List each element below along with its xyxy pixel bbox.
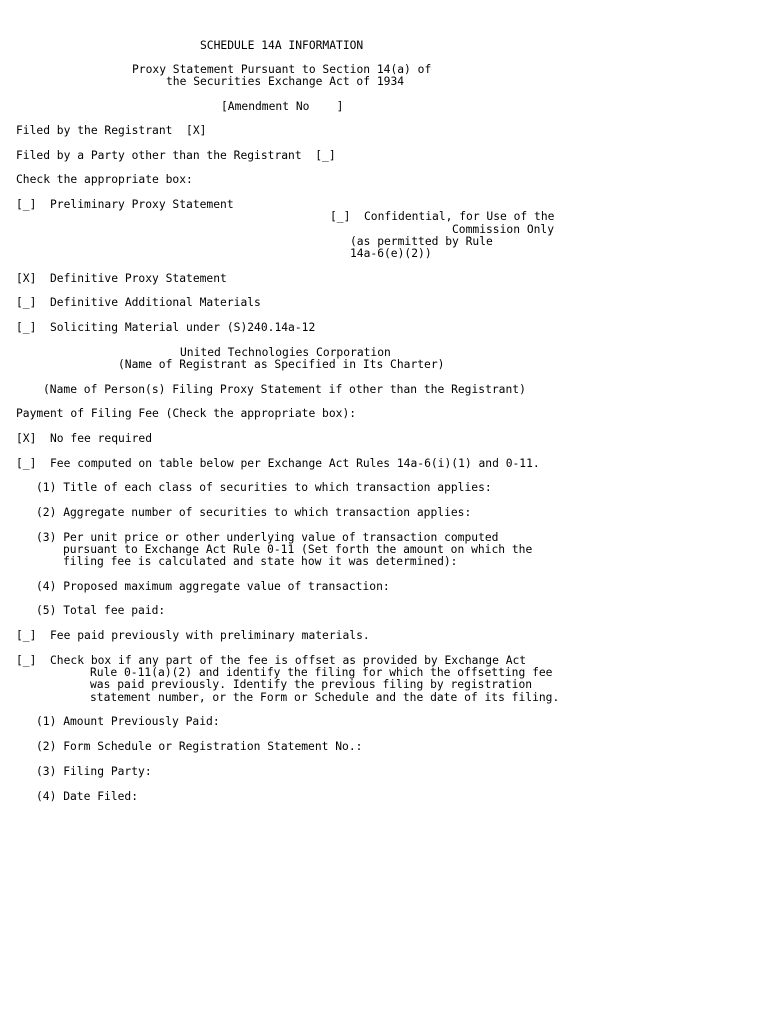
fee-heading: Payment of Filing Fee (Check the appropriate box): <box>16 407 357 420</box>
fee-item-3-line-2: pursuant to Exchange Act Rule 0-11 (Set forth the amount on which the <box>63 543 533 556</box>
option-soliciting-material: [_] Soliciting Material under (S)240.14a-12 <box>16 321 316 334</box>
subtitle-line-2: the Securities Exchange Act of 1934 <box>166 75 405 88</box>
prev-filing-party: (3) Filing Party: <box>36 765 152 778</box>
subtitle-line-1: Proxy Statement Pursuant to Section 14(a) of <box>132 63 432 76</box>
prev-date-filed: (4) Date Filed: <box>36 790 139 803</box>
fee-item-5: (5) Total fee paid: <box>36 604 166 617</box>
fee-offset-line-2: Rule 0-11(a)(2) and identify the filing for which the offsetting fee <box>90 666 553 679</box>
schedule-title: SCHEDULE 14A INFORMATION <box>200 39 364 52</box>
fee-offset-line-4: statement number, or the Form or Schedule and the date of its filing. <box>90 691 560 704</box>
filed-by-registrant: Filed by the Registrant [X] <box>16 124 207 137</box>
registrant-name: United Technologies Corporation <box>180 346 391 359</box>
filing-person-caption: (Name of Person(s) Filing Proxy Statement if other than the Registrant) <box>43 383 526 396</box>
fee-item-1: (1) Title of each class of securities to which transaction applies: <box>36 481 492 494</box>
filed-by-other-party: Filed by a Party other than the Registrant [_] <box>16 149 336 162</box>
option-confidential: [_] Confidential, for Use of the <box>330 210 555 223</box>
prev-form-schedule: (2) Form Schedule or Registration Statement No.: <box>36 740 363 753</box>
amendment-number: [Amendment No ] <box>221 100 344 113</box>
option-confidential-line-2: Commission Only <box>452 223 555 236</box>
prev-amount-paid: (1) Amount Previously Paid: <box>36 715 220 728</box>
fee-item-3: (3) Per unit price or other underlying value of transaction computed <box>36 531 499 544</box>
fee-offset-checkbox: [_] Check box if any part of the fee is offset as provided by Exchange Act <box>16 654 527 667</box>
option-definitive-additional: [_] Definitive Additional Materials <box>16 296 261 309</box>
fee-item-3-line-3: filing fee is calculated and state how it was determined): <box>63 555 458 568</box>
option-preliminary-proxy: [_] Preliminary Proxy Statement <box>16 198 234 211</box>
option-confidential-line-3: (as permitted by Rule <box>350 235 493 248</box>
option-definitive-proxy: [X] Definitive Proxy Statement <box>16 272 227 285</box>
registrant-name-caption: (Name of Registrant as Specified in Its Charter) <box>118 358 445 371</box>
option-confidential-line-4: 14a-6(e)(2)) <box>350 247 432 260</box>
fee-item-4: (4) Proposed maximum aggregate value of transaction: <box>36 580 390 593</box>
fee-offset-line-3: was paid previously. Identify the previous filing by registration <box>90 678 533 691</box>
fee-item-2: (2) Aggregate number of securities to which transaction applies: <box>36 506 472 519</box>
fee-option-none: [X] No fee required <box>16 432 153 445</box>
fee-paid-previously: [_] Fee paid previously with preliminary materials. <box>16 629 370 642</box>
check-box-instruction: Check the appropriate box: <box>16 173 193 186</box>
fee-option-computed: [_] Fee computed on table below per Exchange Act Rules 14a-6(i)(1) and 0-11. <box>16 457 540 470</box>
